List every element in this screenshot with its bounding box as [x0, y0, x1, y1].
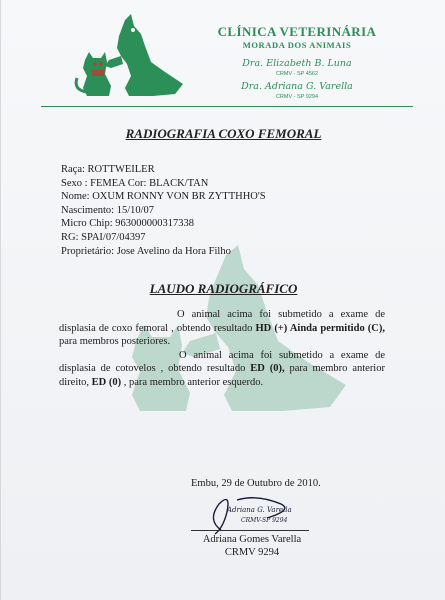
logo-dog-shape: [117, 14, 183, 96]
signature-text: Adriana G. Varella: [227, 506, 292, 514]
signer-name: Adriana Gomes Varella: [202, 534, 302, 545]
document-title: RADIOGRAFIA COXO FEMORAL: [125, 126, 322, 141]
signer-crmv: CRMV 9294: [224, 547, 280, 558]
ed-result-left: ED (0): [91, 376, 122, 388]
report-paragraph-elbow: [59, 349, 385, 390]
clinic-subtitle: MORADA DOS ANIMAIS: [242, 40, 352, 50]
clinic-logo: [71, 12, 189, 104]
signature-line: [191, 530, 309, 531]
patient-birth: Nascimento: 15/10/07: [61, 204, 155, 216]
patient-microchip: Micro Chip: 963000000317338: [61, 218, 194, 230]
patient-rg: RG: SPAI/07/04397: [61, 231, 146, 243]
vet2-name: Dra. Adriana G. Varella: [241, 81, 353, 92]
logo-dog-paw: [105, 56, 123, 68]
report-text: O animal acima foi submetido a exame de displasia de coxo femoral , obtendo resultado: [59, 309, 385, 334]
clinic-name: CLÍNICA VETERINÁRIA: [217, 24, 377, 39]
report-text: para membros posteriores.: [59, 336, 171, 347]
patient-sex-color: Sexo : FEMEA Cor: BLACK/TAN: [61, 177, 209, 189]
patient-breed: Raça: ROTTWEILER: [61, 164, 155, 175]
ed-result-right: ED (0),: [250, 363, 285, 374]
report-body: [59, 308, 385, 389]
patient-name: Nome: OXUM RONNY VON BR ZYTTHHO'S: [61, 191, 266, 203]
vet2-crmv: CRMV - SP 9294: [275, 94, 319, 100]
vet1-name: Dra. Elizabeth B. Luna: [242, 58, 352, 69]
patient-owner: Proprietário: Jose Avelino da Hora Filho: [61, 245, 231, 257]
patient-info: [61, 163, 401, 258]
document-date: Embu, 29 de Outubro de 2010.: [191, 478, 321, 489]
vet1-crmv: CRMV - SP 4562: [275, 71, 319, 77]
report-text: O animal acima foi submetido a exame de displasia de cotovelos , obtendo resultado: [59, 349, 385, 374]
hd-result: HD (+) Ainda permitido (C),: [255, 322, 386, 334]
report-title: LAUDO RADIOGRÁFICO: [149, 281, 298, 296]
report-text: para membro anterior direito,: [59, 363, 385, 388]
signer-block: [187, 533, 317, 559]
report-paragraph-hip: [59, 308, 385, 349]
report-text: , para membro anterior esquerdo.: [121, 376, 264, 388]
header-divider: [41, 106, 413, 107]
signature-crmv: CRMV-SP 9294: [241, 517, 288, 524]
